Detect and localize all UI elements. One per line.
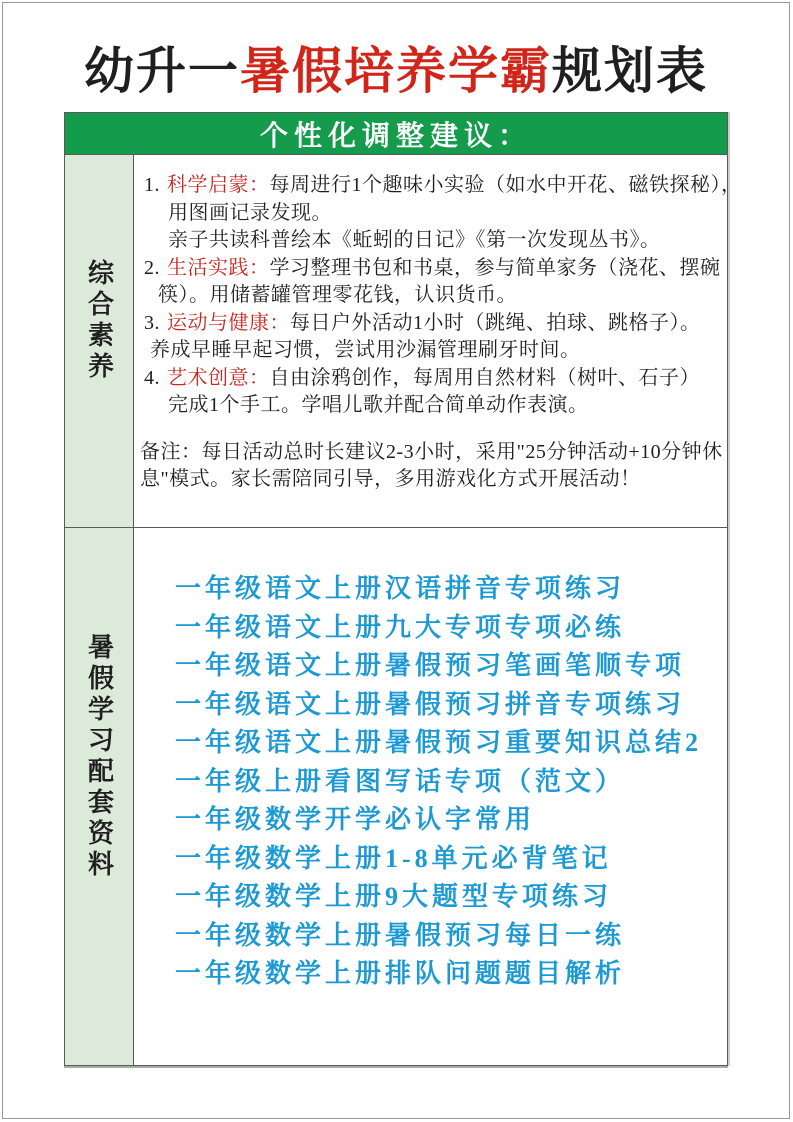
advice-content <box>134 155 742 527</box>
section-summer-materials <box>65 527 727 1065</box>
advice-line <box>134 227 742 255</box>
material-item: 一年级语文上册暑假预习拼音专项练习 <box>175 689 686 719</box>
advice-text: 养成早睡早起习惯，尝试用沙漏管理刷牙时间。 <box>150 339 581 361</box>
advice-number: 1. <box>144 174 160 196</box>
advice-text: 每日户外活动1小时（跳绳、拍球、跳格子）。 <box>290 311 701 334</box>
advice-text: 自由涂鸦创作，每周用自然材料（树叶、石子） <box>269 366 700 389</box>
advice-line <box>134 337 742 365</box>
advice-line <box>134 282 742 310</box>
material-item: 一年级数学上册9大题型专项练习 <box>175 882 613 911</box>
advice-text: 息"模式。家长需陪同引导，多用游戏化方式开展活动！ <box>140 468 641 490</box>
section-label-comprehensive: 综合素养 <box>84 259 114 383</box>
advice-text: 每周进行1个趣味小实验（如水中开花、磁铁探秘）， <box>269 174 742 196</box>
advice-note-line <box>134 466 742 494</box>
advice-line <box>134 255 742 283</box>
advice-keyword: 艺术创意： <box>167 366 270 389</box>
material-item: 一年级语文上册暑假预习重要知识总结2 <box>175 728 703 757</box>
advice-line <box>134 365 742 393</box>
advice-text: 筷）。用储蓄罐管理零花钱，认识货币。 <box>158 284 517 306</box>
advice-line <box>134 310 742 338</box>
advice-text: 亲子共读科普绘本《蚯蚓的日记》《第一次发现丛书》。 <box>168 229 661 251</box>
advice-number: 4. <box>144 366 160 389</box>
material-item: 一年级数学开学必认字常用 <box>175 805 536 834</box>
advice-note-line <box>134 439 742 467</box>
material-item: 一年级数学上册排队问题题目解析 <box>175 959 626 988</box>
plan-table <box>64 112 742 1066</box>
material-item: 一年级数学上册暑假预习每日一练 <box>175 920 626 950</box>
material-item: 一年级语文上册九大专项专项必练 <box>175 612 626 642</box>
advice-line <box>134 392 742 420</box>
advice-text: 备注：每日活动总时长建议2-3小时，采用"25分钟活动+10分钟休 <box>140 440 723 463</box>
sidebar-cell-materials <box>65 528 134 1065</box>
title-prefix: 幼升一 <box>84 43 240 99</box>
material-item: 一年级语文上册汉语拼音专项练习 <box>175 574 626 603</box>
title-highlight: 暑假培养学霸 <box>240 43 552 99</box>
advice-keyword: 科学启蒙： <box>167 174 270 196</box>
advice-line <box>134 200 742 228</box>
advice-line <box>134 172 742 200</box>
section-label-materials: 暑假学习配套资料 <box>84 632 114 881</box>
advice-text: 用图画记录发现。 <box>168 201 332 224</box>
table-header-label: 个性化调整建议： <box>259 120 532 152</box>
material-item: 一年级语文上册暑假预习笔画笔顺专项 <box>175 651 686 680</box>
table-header <box>65 113 727 154</box>
material-item: 一年级数学上册1-8单元必背笔记 <box>175 843 612 873</box>
materials-list <box>134 528 727 1065</box>
advice-keyword: 生活实践： <box>167 256 270 279</box>
advice-keyword: 运动与健康： <box>167 311 290 334</box>
advice-number: 2. <box>144 256 160 279</box>
advice-text: 完成1个手工。学唱儿歌并配合简单动作表演。 <box>168 394 589 416</box>
advice-text: 学习整理书包和书桌，参与简单家务（浇花、摆碗 <box>269 256 721 279</box>
material-item: 一年级上册看图写话专项（范文） <box>175 766 626 796</box>
page-title <box>64 40 728 102</box>
title-suffix: 规划表 <box>552 43 708 99</box>
sidebar-cell-comprehensive <box>65 155 134 527</box>
section-comprehensive-literacy <box>65 154 742 527</box>
advice-number: 3. <box>144 311 160 334</box>
